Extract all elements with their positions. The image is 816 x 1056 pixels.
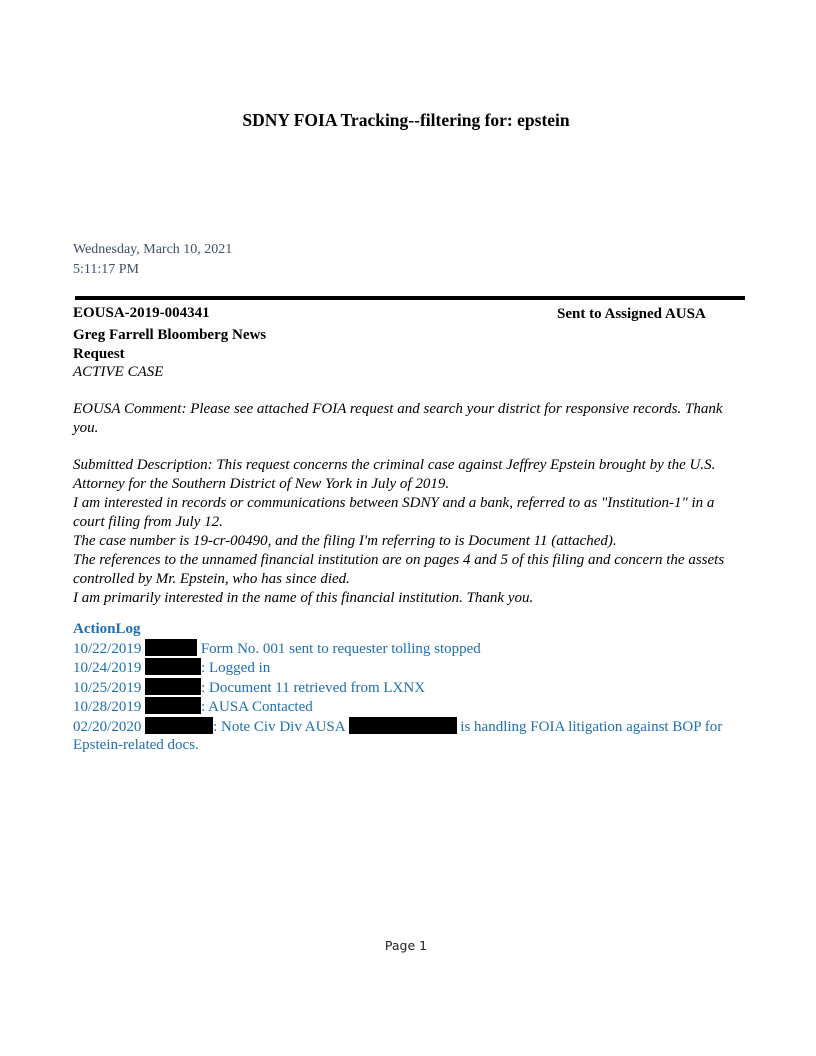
page-number: Page 1 (384, 938, 428, 953)
log-entry-text-continued: is handling FOIA litigation against BOP for Epstein-related docs. (73, 718, 723, 753)
submitted-description (73, 456, 743, 608)
action-log-title: ActionLog (73, 621, 141, 637)
log-entry-text: : AUSA Contacted (201, 699, 313, 715)
section-divider (75, 296, 745, 300)
report-time: 5:11:17 PM (73, 262, 139, 277)
description-paragraph: I am primarily interested in the name of this financial institution. Thank you. (73, 590, 534, 606)
redaction-block (145, 658, 201, 675)
log-entry-date: 10/22/2019 (73, 640, 142, 657)
log-entry (73, 658, 723, 678)
log-entry-text: : Logged in (201, 660, 271, 676)
log-entry-text: : Note Civ Div AUSA (213, 718, 349, 735)
redaction-block (145, 639, 197, 656)
redaction-block (349, 717, 457, 734)
log-entry-date: 10/24/2019 (73, 660, 142, 676)
description-paragraph: Submitted Description: This request concerns the criminal case against Jeffrey Epstein brought by the U.S. Attorney for the Southern District of New York in July of 2019. (73, 457, 716, 492)
page-title: SDNY FOIA Tracking--filtering for: epstein (242, 110, 570, 130)
redaction-block (145, 678, 201, 695)
redaction-block (145, 717, 213, 734)
description-paragraph: The references to the unnamed financial institution are on pages 4 and 5 of this filing and concern the assets controlled by Mr. Epstein, who has since died. (73, 552, 725, 587)
description-paragraph: I am interested in records or communications between SDNY and a bank, referred to as "Institution-1" in a court filing from July 12. (73, 495, 715, 530)
report-date: Wednesday, March 10, 2021 (73, 242, 233, 257)
log-entry-date: 02/20/2020 (73, 718, 142, 735)
case-number: EOUSA-2019-004341 (73, 305, 210, 321)
case-state: ACTIVE CASE (73, 364, 164, 380)
log-entry-text: : Document 11 retrieved from LXNX (201, 679, 426, 696)
action-log (73, 620, 723, 755)
log-entry-date: 10/25/2019 (73, 679, 142, 696)
log-entry (73, 697, 723, 717)
report-timestamp (73, 240, 232, 280)
case-status: Sent to Assigned AUSA (557, 306, 706, 322)
requester-name: Greg Farrell Bloomberg News Request (73, 327, 267, 362)
log-entry (73, 678, 723, 698)
log-entry-text: Form No. 001 sent to requester tolling stopped (197, 640, 481, 657)
log-entry (73, 717, 723, 755)
log-entry-date: 10/28/2019 (73, 699, 142, 715)
redaction-block (145, 697, 201, 714)
eousa-comment: EOUSA Comment: Please see attached FOIA request and search your district for responsive records. Thank you. (73, 401, 723, 436)
log-entry (73, 639, 723, 659)
description-paragraph: The case number is 19-cr-00490, and the filing I'm referring to is Document 11 (attached). (73, 533, 617, 549)
